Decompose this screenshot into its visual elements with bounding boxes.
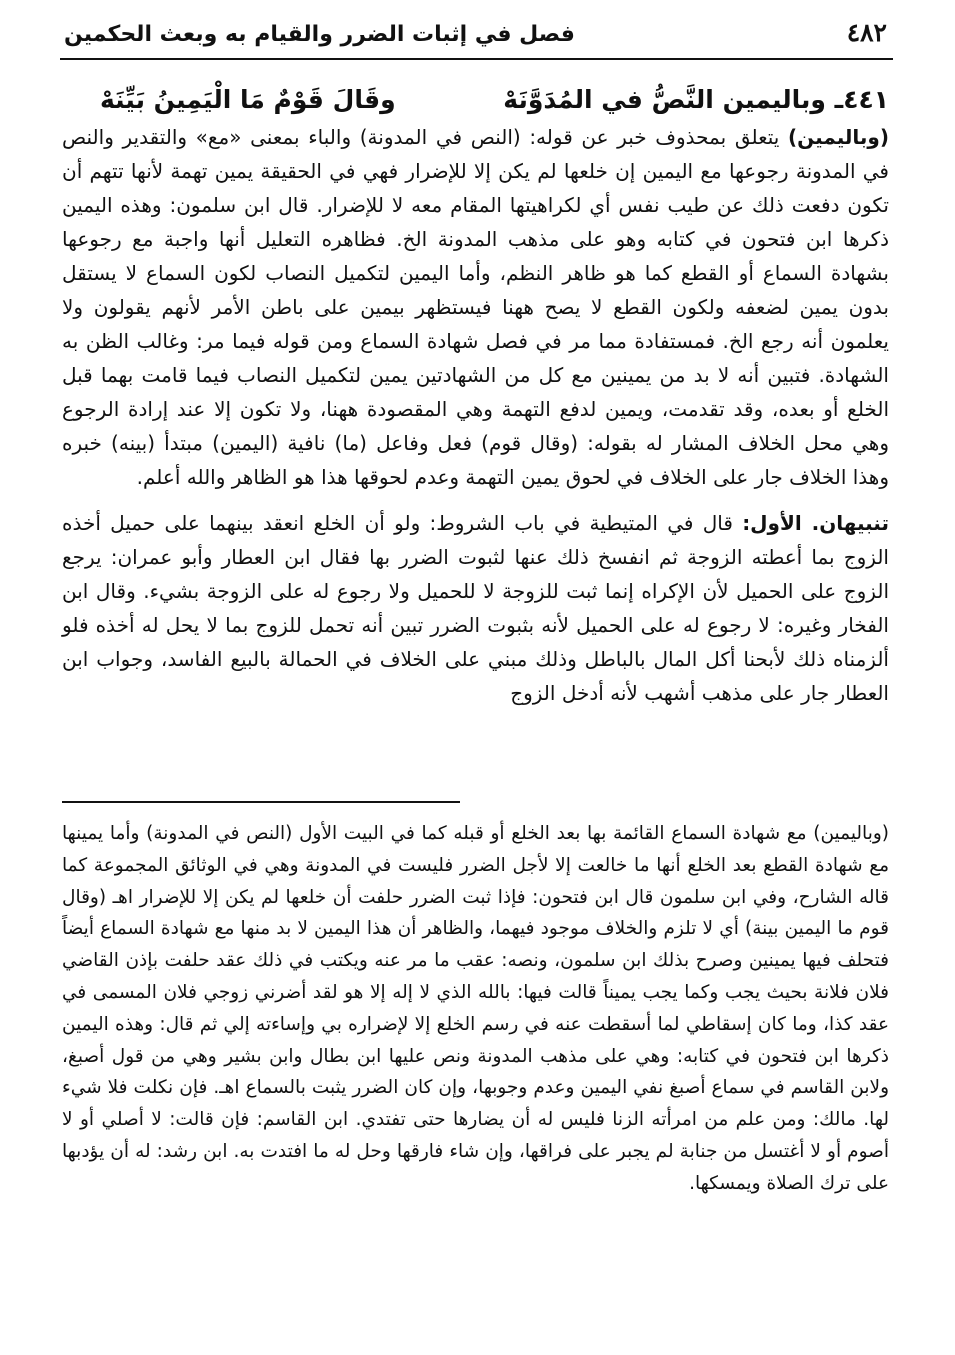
running-title: فصل في إثبات الضرر والقيام به وبعث الحكمين: [64, 22, 575, 47]
verse-line: [100, 78, 889, 120]
page-number: ٤٨٢: [846, 18, 887, 47]
footnotes-body: [62, 818, 889, 1200]
tanbih-heading: تنبيهان. الأول:: [742, 511, 889, 535]
footnote-separator: [62, 801, 460, 803]
verse-first-part: [503, 85, 889, 114]
verse-second-hemistich: وقَالَ قَوْمٌ مَا الْيَمِينُ بَيِّنَهْ: [100, 84, 396, 114]
verse-first-hemistich: وباليمين النَّصُّ في المُدَوَّنَهْ: [503, 84, 826, 114]
commentary-text-1: يتعلق بمحذوف خبر عن قوله: (النص في المدونة) والباء بمعنى «مع» والتقدير والنص في المدونة رجوعها مع اليمين إن خلعها لم يكن إلا للإضرار فهي في الحقيقة يمين تهمة لأنها تتهم أن تكون دفعت ذلك عن طيب نفس أي لكراهيتها المقام معه لا للإضرار. قال ابن سلمون: وهذه اليمين ذكرها ابن فتحون في كتابه وهو على مذهب المدونة الخ. فظاهره التعليل أنها واجبة مع رجوعها بشهادة السماع أو القطع كما هو ظاهر النظم، وأما اليمين لتكميل النصاب لكون السماع لا يستقل بدون يمين لضعفه ولكون القطع لا يصح ههنا فيستظهر بيمين على باطن الأمر لأنهم يقولون ولا يعلمون أنه رجع الخ. فمستفادة مما مر في فصل شهادة السماع ومن قوله فيما مر: وغالب الظن به الشهادة. فتبين أنه لا بد من يمينين مع كل من الشهادتين يمين لتكميل النصاب فيما قامت بهما قبل الخلع أو بعده، وقد تقدمت، ويمين لدفع التهمة وهي المقصودة ههنا، ولا تكون إلا عند إرادة الرجوع وهي محل الخلاف المشار له بقوله: (وقال قوم) فعل وفاعل (ما) نافية (اليمين) مبتدأ (بينه) خبره وهذا الخلاف جار على الخلاف في لحوق يمين التهمة وعدم لحوقها هذا هو الظاهر والله أعلم.: [62, 125, 889, 489]
footnote-paragraph: (وباليمين) مع شهادة السماع القائمة بها بعد الخلع أو قبله كما في البيت الأول (النص في المدونة) وأما يمينها مع شهادة القطع بعد الخلع أنها ما خالعت إلا لأجل الضرر فليست في المدونة وهي في الوثائق المجموعة كما قاله الشارح، وفي ابن سلمون قال ابن فتحون: فإذا ثبت الضرر حلفت أن خلعها لم يكن إلا للإضرار اهـ (وقال قوم ما اليمين بينة) أي لا تلزم والخلاف موجود فيهما، والظاهر أن هذا اليمين لا بد منها مع شهادة السماع أيضاً فتحلف فيها يمينين وصرح بذلك ابن سلمون، ونصه: عقب ما مر عنه ويكتب في ذلك عقد حلفت بإذن القاضي فلان فلانة بحيث يجب وكما يجب يميناً قالت فيها: بالله الذي لا إله إلا هو لقد أضرني زوجي فلان المسمى في عقد كذا، وما كان إسقاطي لما أسقطت عنه في رسم الخلع إلا لإضراره بي وإساءته إلي ثم قال: وهذه اليمين ذكرها ابن فتحون في كتابه: وهي على مذهب المدونة ونص عليها ابن بطال وابن بشير وهي من قول أصبغ، ولابن القاسم في سماع أصبغ نفي اليمين وعدم وجوبها، وإن كان الضرر يثبت بالسماع اهـ. فإن نكلت فلا شيء لها. مالك: ومن علم من امرأته الزنا فليس له أن يضارها حتى تفتدي. ابن القاسم: فإن قالت: لا أصلي أو لا أصوم أو لا أغتسل من جنابة لم يجبر على فراقها، وإن شاء فارقها وحل له ما افتدت به. ابن رشد: له أن يؤدبها على ترك الصلاة ويمسكها.: [62, 823, 889, 1194]
commentary-text-2: قال في المتيطية في باب الشروط: ولو أن الخلع انعقد بينهما على حميل أخذه الزوج بما أعطته الزوجة ثم انفسخ ذلك عنها لثبوت الضرر بها فقال ابن العطار وأبو عمران: يرجع الزوج على الحميل لأن الإكراه إنما ثبت للزوجة لا للحميل ولا رجوع له على الزوجة بشيء. وقال ابن الفخار وغيره: لا رجوع له على الحميل لأنه بثبوت الضرر تبين أنه تحمل للزوج بما لا يحل له أخذه فلو ألزمناه ذلك لأبحنا أكل المال بالباطل وذلك مبني على الخلاف في الحمالة بالبيع الفاسد، وجواب ابن العطار جار على مذهب أشهب لأنه أدخل الزوج: [62, 511, 889, 705]
page-header: [60, 14, 893, 60]
commentary-paragraph-2: [62, 506, 889, 710]
commentary-lead-term: (وباليمين): [788, 125, 889, 149]
commentary-body: [62, 120, 889, 710]
commentary-paragraph-1: [62, 120, 889, 494]
verse-number: ٤٤١ـ: [834, 84, 889, 114]
